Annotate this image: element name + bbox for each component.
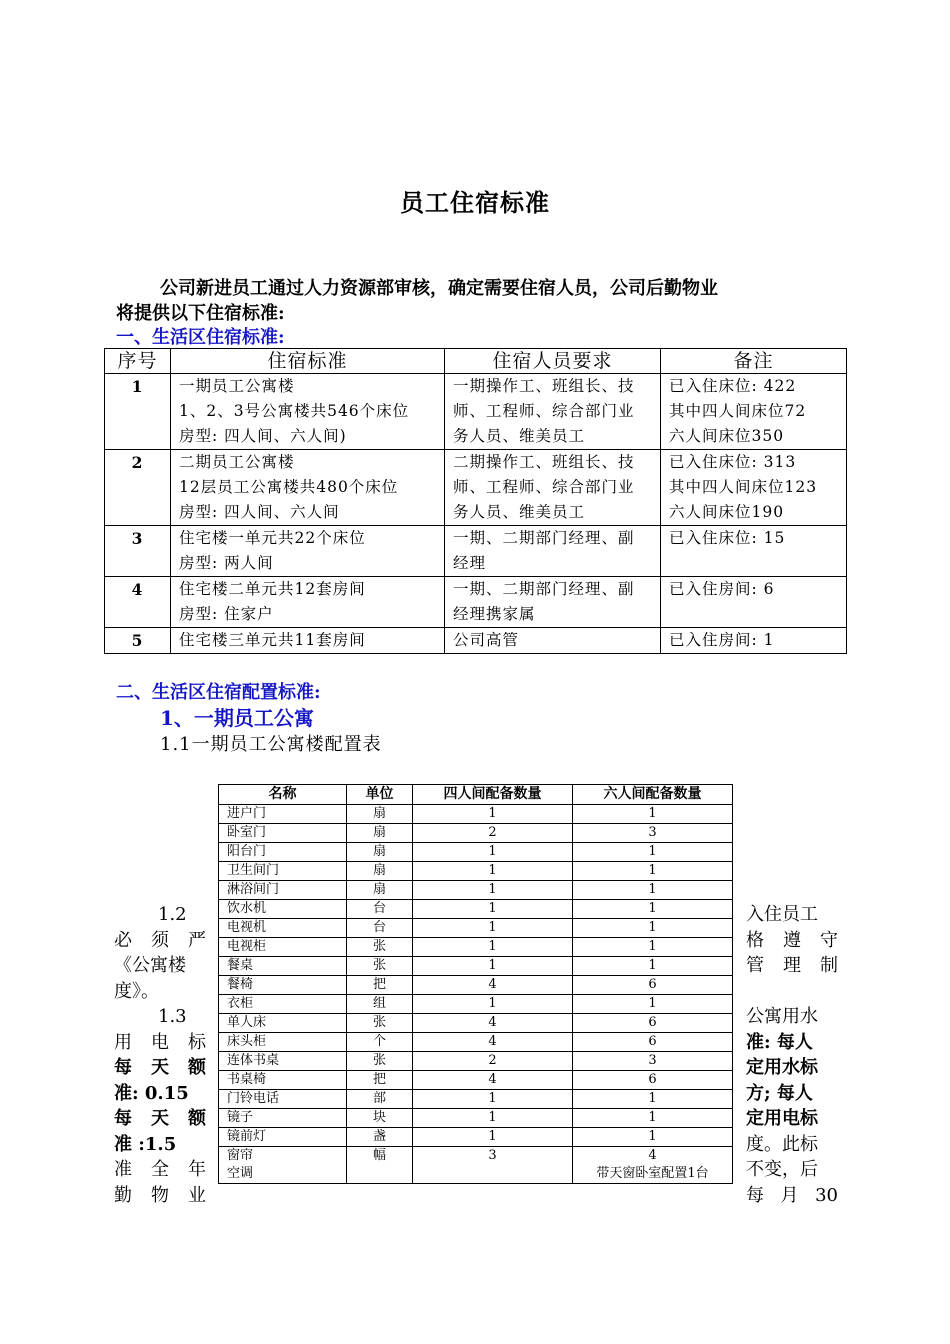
cell-four: 4	[413, 1033, 573, 1052]
wrap-line: 必 须 严	[114, 929, 206, 951]
table-row	[219, 862, 733, 881]
cell-unit: 台	[347, 900, 413, 919]
cell-line: 其中四人间床位72	[669, 402, 807, 420]
table-row	[219, 1033, 733, 1052]
row-requirement	[445, 526, 661, 577]
cell-six: 1	[573, 900, 733, 919]
cell-four: 4	[413, 1071, 573, 1090]
cell-line: 3	[488, 1148, 497, 1163]
cell-line: 住宅楼二单元共12套房间	[179, 580, 366, 598]
table-row	[219, 1052, 733, 1071]
wrap-line: 定用电标	[746, 1108, 818, 1129]
cell-line: 其中四人间床位123	[669, 478, 818, 496]
page-title: 员工住宿标准	[400, 189, 550, 217]
cell-four: 1	[413, 1090, 573, 1109]
row-note	[661, 628, 847, 654]
cell-line: 幅	[372, 1148, 386, 1163]
cell-line: 已入住床位: 15	[669, 529, 786, 547]
right-wrap-text	[746, 902, 838, 1208]
header-four: 四人间配备数量	[413, 785, 573, 805]
table-row	[219, 957, 733, 976]
cell-line: 务人员、维美员工	[453, 503, 586, 521]
cell-unit: 扇	[347, 862, 413, 881]
cell-line: 六人间床位350	[669, 427, 785, 445]
table-row	[219, 1090, 733, 1109]
cell-line: 已入住房间: 1	[669, 631, 775, 649]
cell-four: 1	[413, 862, 573, 881]
cell-six: 1	[573, 1090, 733, 1109]
cell-line: 4	[648, 1148, 657, 1163]
wrap-line: 定用水标	[746, 1057, 818, 1078]
header-note: 备注	[661, 349, 847, 374]
cell-name: 卧室门	[219, 824, 347, 843]
table-row	[105, 628, 847, 654]
cell-six: 1	[573, 938, 733, 957]
wrap-line: 公寓用水	[746, 1006, 818, 1027]
cell-name: 床头柜	[219, 1033, 347, 1052]
table-row	[219, 824, 733, 843]
cell-name: 衣柜	[219, 995, 347, 1014]
cell-four: 1	[413, 1128, 573, 1147]
row-note	[661, 577, 847, 628]
header-unit: 单位	[347, 785, 413, 805]
cell-six: 1	[573, 957, 733, 976]
row-requirement	[445, 374, 661, 450]
cell-unit: 块	[347, 1109, 413, 1128]
row-standard	[171, 526, 445, 577]
cell-six: 6	[573, 1033, 733, 1052]
cell-line: 房型: 两人间	[179, 554, 274, 572]
cell-unit: 扇	[347, 805, 413, 824]
row-no: 5	[105, 628, 171, 654]
cell-line: 12层员工公寓楼共480个床位	[179, 478, 399, 496]
wrap-line: 准: 每人	[746, 1031, 813, 1053]
cell-four: 1	[413, 957, 573, 976]
wrap-line: 度。此标	[746, 1133, 818, 1155]
wrap-line: 度》。	[114, 980, 159, 1002]
wrap-line: 准: 0.15	[114, 1082, 189, 1104]
config-table-body	[219, 805, 733, 1184]
cell-unit: 扇	[347, 881, 413, 900]
cell-six: 6	[573, 976, 733, 995]
cell-six: 3	[573, 1052, 733, 1071]
cell-line: 带天窗卧室配置1台	[596, 1166, 709, 1181]
wrap-line: 不变，后	[746, 1159, 818, 1180]
left-wrap-text	[114, 902, 206, 1208]
subsection-1-heading: 1、一期员工公寓	[160, 706, 314, 730]
intro-line-1: 公司新进员工通过人力资源部审核，确定需要住宿人员，公司后勤物业	[160, 278, 718, 299]
cell-line: 一期员工公寓楼	[179, 377, 295, 395]
cell-six	[573, 1147, 733, 1184]
cell-unit	[347, 1147, 413, 1184]
row-requirement	[445, 450, 661, 526]
cell-unit: 组	[347, 995, 413, 1014]
wrap-line: 格 遵 守	[746, 929, 838, 951]
cell-six: 1	[573, 843, 733, 862]
cell-name: 单人床	[219, 1014, 347, 1033]
table-row	[105, 450, 847, 526]
cell-four: 4	[413, 1014, 573, 1033]
cell-name: 淋浴间门	[219, 881, 347, 900]
cell-line: 住宅楼三单元共11套房间	[179, 631, 366, 649]
cell-line: 二期员工公寓楼	[179, 453, 295, 471]
cell-four: 1	[413, 1109, 573, 1128]
cell-unit: 扇	[347, 843, 413, 862]
table-row	[219, 976, 733, 995]
header-standard: 住宿标准	[171, 349, 445, 374]
cell-unit: 把	[347, 1071, 413, 1090]
table-row	[219, 919, 733, 938]
table-row	[105, 374, 847, 450]
table-row	[219, 900, 733, 919]
wrap-line: 入住员工	[746, 904, 818, 925]
row-note	[661, 526, 847, 577]
table-row	[219, 881, 733, 900]
cell-six: 1	[573, 995, 733, 1014]
cell-line: 1、2、3号公寓楼共546个床位	[179, 402, 410, 420]
cell-name: 电视柜	[219, 938, 347, 957]
cell-line: 一期操作工、班组长、技	[453, 377, 635, 395]
cell-four: 1	[413, 900, 573, 919]
cell-unit: 张	[347, 938, 413, 957]
cell-four: 2	[413, 824, 573, 843]
row-no: 2	[105, 450, 171, 526]
table-row	[219, 1071, 733, 1090]
table-row	[219, 805, 733, 824]
table-row	[219, 1147, 733, 1184]
cell-line: 已入住房间: 6	[669, 580, 775, 598]
table-header-row	[219, 785, 733, 805]
cell-four: 1	[413, 938, 573, 957]
cell-line: 六人间床位190	[669, 503, 785, 521]
wrap-line: 用 电 标	[114, 1031, 206, 1053]
cell-unit: 部	[347, 1090, 413, 1109]
header-no: 序号	[105, 349, 171, 374]
cell-six: 6	[573, 1014, 733, 1033]
cell-four: 1	[413, 805, 573, 824]
cell-line: 经理携家属	[453, 605, 536, 623]
housing-standard-table	[104, 348, 847, 654]
row-standard	[171, 628, 445, 654]
cell-line: 空调	[227, 1166, 254, 1181]
wrap-line: 方; 每人	[746, 1082, 813, 1104]
wrap-line: 准 全 年	[114, 1159, 206, 1180]
cell-six: 1	[573, 862, 733, 881]
table-row	[105, 577, 847, 628]
wrap-line	[746, 979, 838, 1005]
cell-unit: 张	[347, 957, 413, 976]
cell-line: 师、工程师、综合部门业	[453, 478, 635, 496]
cell-name: 进户门	[219, 805, 347, 824]
cell-unit: 把	[347, 976, 413, 995]
cell-four: 2	[413, 1052, 573, 1071]
subsection-1-1-title: 1.1一期员工公寓楼配置表	[160, 734, 382, 755]
table-row	[219, 843, 733, 862]
wrap-line: 1.2	[158, 904, 187, 925]
cell-four: 1	[413, 881, 573, 900]
cell-name: 卫生间门	[219, 862, 347, 881]
section-1-heading: 一、生活区住宿标准:	[116, 327, 285, 348]
cell-line: 房型: 四人间、六人间)	[179, 427, 347, 445]
cell-name: 阳台门	[219, 843, 347, 862]
cell-name: 镜子	[219, 1109, 347, 1128]
cell-name: 门铃电话	[219, 1090, 347, 1109]
cell-name: 餐桌	[219, 957, 347, 976]
cell-unit: 张	[347, 1052, 413, 1071]
cell-line: 一期、二期部门经理、副	[453, 529, 635, 547]
wrap-line: 每 天 额	[114, 1108, 206, 1129]
cell-name: 镜前灯	[219, 1128, 347, 1147]
table-row	[219, 1109, 733, 1128]
row-note	[661, 374, 847, 450]
cell-line: 务人员、维美员工	[453, 427, 586, 445]
cell-name: 餐椅	[219, 976, 347, 995]
wrap-line: 1.3	[158, 1006, 187, 1027]
table-row	[105, 526, 847, 577]
header-requirement: 住宿人员要求	[445, 349, 661, 374]
cell-name: 连体书桌	[219, 1052, 347, 1071]
row-note	[661, 450, 847, 526]
table-header-row	[105, 349, 847, 374]
cell-line: 二期操作工、班组长、技	[453, 453, 635, 471]
row-standard	[171, 577, 445, 628]
cell-line: 住宅楼一单元共22个床位	[179, 529, 366, 547]
cell-line: 师、工程师、综合部门业	[453, 402, 635, 420]
wrap-line: 每 天 额	[114, 1057, 206, 1078]
row-no: 4	[105, 577, 171, 628]
wrap-line: 《公寓楼	[114, 955, 186, 976]
intro-line-2: 将提供以下住宿标准:	[116, 303, 285, 324]
cell-six: 3	[573, 824, 733, 843]
row-standard	[171, 374, 445, 450]
cell-unit: 盏	[347, 1128, 413, 1147]
cell-name: 饮水机	[219, 900, 347, 919]
cell-line: 一期、二期部门经理、副	[453, 580, 635, 598]
cell-line: 经理	[453, 554, 487, 572]
cell-four: 1	[413, 995, 573, 1014]
cell-line: 已入住床位: 422	[669, 377, 797, 395]
cell-four: 1	[413, 843, 573, 862]
row-no: 1	[105, 374, 171, 450]
wrap-line: 每 月 30	[746, 1184, 838, 1206]
cell-line: 窗帘	[227, 1148, 254, 1163]
section-2-heading: 二、生活区住宿配置标准:	[116, 682, 321, 703]
row-no: 3	[105, 526, 171, 577]
table-row	[219, 1128, 733, 1147]
cell-six: 1	[573, 1109, 733, 1128]
cell-six: 1	[573, 881, 733, 900]
cell-six: 6	[573, 1071, 733, 1090]
table-row	[219, 1014, 733, 1033]
cell-six: 1	[573, 1128, 733, 1147]
cell-line: 房型: 四人间、六人间	[179, 503, 340, 521]
cell-line: 房型: 住家户	[179, 605, 274, 623]
header-name: 名称	[219, 785, 347, 805]
header-six: 六人间配备数量	[573, 785, 733, 805]
cell-unit: 扇	[347, 824, 413, 843]
cell-unit: 台	[347, 919, 413, 938]
wrap-line: 勤 物 业	[114, 1184, 206, 1206]
table-row	[219, 938, 733, 957]
wrap-line: 管 理 制	[746, 955, 838, 976]
cell-unit: 张	[347, 1014, 413, 1033]
table-row	[219, 995, 733, 1014]
cell-four	[413, 1147, 573, 1184]
cell-name: 电视机	[219, 919, 347, 938]
apartment-config-table	[218, 784, 733, 1184]
cell-line: 公司高管	[453, 631, 520, 649]
cell-name	[219, 1147, 347, 1184]
cell-four: 4	[413, 976, 573, 995]
cell-unit: 个	[347, 1033, 413, 1052]
cell-six: 1	[573, 919, 733, 938]
cell-name: 书桌椅	[219, 1071, 347, 1090]
cell-line: 已入住床位: 313	[669, 453, 797, 471]
row-requirement	[445, 577, 661, 628]
cell-four: 1	[413, 919, 573, 938]
row-standard	[171, 450, 445, 526]
wrap-line: 准 :1.5	[114, 1133, 177, 1155]
row-requirement	[445, 628, 661, 654]
cell-six: 1	[573, 805, 733, 824]
